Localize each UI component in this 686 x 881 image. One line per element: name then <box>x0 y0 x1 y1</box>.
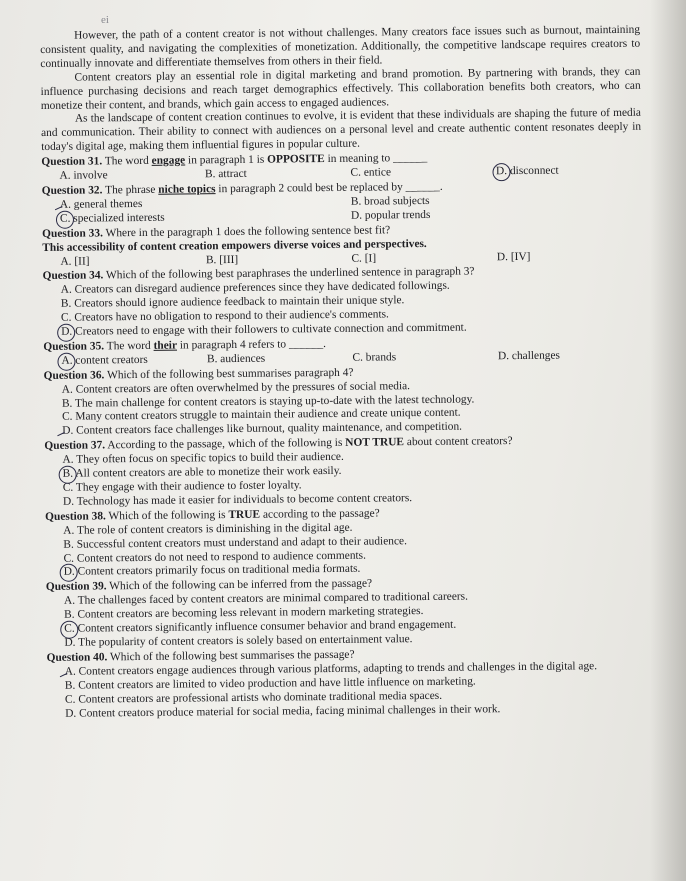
option-b[interactable]: B. Content creators are becoming less relevant in modern marketing strategies. <box>64 605 424 621</box>
question-36-label: Question 36. <box>43 369 105 382</box>
option-d-text: D. disconnect <box>495 164 559 178</box>
option-a-text: A. Content creators engage audiences through various platforms, adapting to trends and challenges in the digital age. <box>64 659 598 678</box>
option-c-text: C. Content creators significantly influence consumer behavior and brand engagement. <box>64 618 457 635</box>
question-31-text: The word <box>104 155 149 168</box>
option-a[interactable] <box>61 353 207 368</box>
option-c[interactable]: C. Content creators do not need to respond to audience comments. <box>63 549 367 565</box>
question-38-emphasis: TRUE <box>228 508 261 521</box>
option-b[interactable]: B. attract <box>204 167 247 181</box>
option-a[interactable]: A. The challenges faced by content creators are minimal compared to traditional careers. <box>63 590 469 608</box>
option-d[interactable]: D. The popularity of content creators is solely based on entertainment value. <box>64 633 413 649</box>
option-b[interactable]: B. Creators should ignore audience feedback to maintain their unique style. <box>60 294 405 311</box>
question-32-blank: ______. <box>405 180 443 194</box>
question-34-label: Question 34. <box>42 269 104 283</box>
option-b[interactable]: B. Successful content creators must understand and adapt to their audience. <box>63 534 407 551</box>
option-c[interactable]: C. Content creators are professional artists who dominate traditional media spaces. <box>64 689 443 706</box>
question-35-keyword: their <box>153 339 178 352</box>
question-32-label: Question 32. <box>41 184 103 197</box>
handwritten-page-mark: ei <box>101 14 109 26</box>
question-40-label: Question 40. <box>46 651 108 664</box>
option-d[interactable]: D. challenges <box>497 349 560 363</box>
option-b[interactable]: B. audiences <box>206 352 266 366</box>
option-c[interactable]: C. Many content creators struggle to maintain their audience and create unique content. <box>61 407 461 424</box>
option-d-text: D. Creators need to engage with their followers to cultivate connection and commitment. <box>61 321 467 338</box>
question-38-text: Which of the following is <box>108 508 226 523</box>
question-31-text: in paragraph 1 is <box>187 153 265 167</box>
question-33-sentence: This accessibility of content creation empowers diverse voices and perspectives. <box>42 237 427 254</box>
passage-paragraph-1: However, the path of a content creator is not without challenges. Many creators face issues such as burnout, maintaining consistent quality, and navigating the complexities of monetization. Additionally, the competitive landscape requires creators to continually innovate and differentiate themselves from others in their field. <box>40 23 641 70</box>
option-d-text: D. Content creators primarily focus on traditional media formats. <box>63 563 361 579</box>
question-37-label: Question 37. <box>44 439 106 453</box>
question-31-emphasis: OPPOSITE <box>267 153 325 166</box>
option-a[interactable]: A. They often focus on specific topics to build their audience. <box>62 451 344 466</box>
question-37-text: about content creators? <box>406 435 513 449</box>
option-c[interactable]: C. [I] <box>351 251 377 265</box>
option-d[interactable]: D. Content creators produce material for social media, facing minimal challenges in their work. <box>65 702 501 720</box>
page-edge-shadow <box>650 0 686 881</box>
option-a[interactable]: A. involve <box>59 169 108 182</box>
question-32-text: in paragraph 2 could best be replaced by <box>218 181 403 196</box>
question-31-blank: ______ <box>393 152 428 165</box>
option-d[interactable] <box>496 164 642 179</box>
question-31-text: in meaning to <box>327 152 391 166</box>
option-b[interactable]: B. broad subjects <box>350 194 430 208</box>
question-34-text: Which of the following best paraphrases the underlined sentence in paragraph 3? <box>105 265 475 282</box>
option-a[interactable]: A. Content creators are often overwhelmed by the pressures of social media. <box>61 379 411 396</box>
passage-paragraph-2: Content creators play an essential role in digital marketing and brand promotion. By partnering with brands, they can influence purchasing decisions and reach target demographics effectively. This collaboration benefits both creators, who can monetize their content, and brands, which gain access to engaged audiences. <box>40 65 641 112</box>
question-39-text: Which of the following can be inferred from the passage? <box>109 577 373 593</box>
option-c[interactable]: C. brands <box>352 351 397 364</box>
question-32-text: The phrase <box>105 183 156 197</box>
option-a[interactable]: A. The role of content creators is diminishing in the digital age. <box>63 521 353 537</box>
question-37-text: According to the passage, which of the following is <box>107 437 343 452</box>
question-38-text: according to the passage? <box>262 507 380 521</box>
question-33-label: Question 33. <box>42 227 103 240</box>
option-b-text: B. All content creators are able to monetize their work easily. <box>62 464 342 480</box>
question-32-keyword: niche topics <box>158 183 216 196</box>
option-a-text: A. general themes <box>59 197 143 211</box>
option-d-text: D. Content creators face challenges like burnout, quality maintenance, and competition. <box>62 420 463 438</box>
question-35-blank: ______. <box>288 337 327 351</box>
question-37-emphasis: NOT TRUE <box>345 436 405 450</box>
passage-paragraph-3: As the landscape of content creation continues to evolve, it is evident that these individuals are shaping the future of media and communication. Their ability to connect with audiences on a personal level and create authentic content resonates deeply in today's digital age, making them influential figures in popular culture. <box>41 107 642 154</box>
option-d[interactable]: D. Technology has made it easier for individuals to become content creators. <box>62 492 413 508</box>
question-35-text: The word <box>106 339 151 353</box>
option-d[interactable]: D. popular trends <box>350 208 431 222</box>
option-a[interactable]: A. Creators can disregard audience preferences since they have dedicated followings. <box>60 280 450 297</box>
question-33-text: Where in the paragraph 1 does the following sentence best fit? <box>105 224 391 240</box>
question-31-keyword: engage <box>151 154 186 167</box>
question-35-label: Question 35. <box>43 340 105 353</box>
question-38-label: Question 38. <box>45 510 106 523</box>
option-b[interactable]: B. The main challenge for content creators is staying up-to-date with the latest technology. <box>61 393 475 410</box>
option-c-text: C. specialized interests <box>59 211 165 225</box>
question-39-label: Question 39. <box>45 580 107 594</box>
option-c[interactable]: C. entice <box>350 166 392 179</box>
option-b[interactable]: B. [III] <box>205 253 239 266</box>
option-a-text: A. content creators <box>61 353 148 367</box>
option-d[interactable]: D. [IV] <box>496 250 531 263</box>
question-36-text: Which of the following best summarises paragraph 4? <box>106 366 354 382</box>
worksheet-content <box>40 24 647 722</box>
option-c[interactable]: C. Creators have no obligation to respond to their audience's comments. <box>60 308 389 324</box>
question-35-text: in paragraph 4 refers to <box>179 338 287 352</box>
option-a[interactable]: A. [II] <box>60 254 90 268</box>
question-31-label: Question 31. <box>41 155 103 169</box>
option-b[interactable]: B. Content creators are limited to video production and have little influence on marketing. <box>64 675 476 692</box>
option-c[interactable]: C. They engage with their audience to foster loyalty. <box>62 479 302 494</box>
question-40-text: Which of the following best summarises the passage? <box>109 648 355 664</box>
